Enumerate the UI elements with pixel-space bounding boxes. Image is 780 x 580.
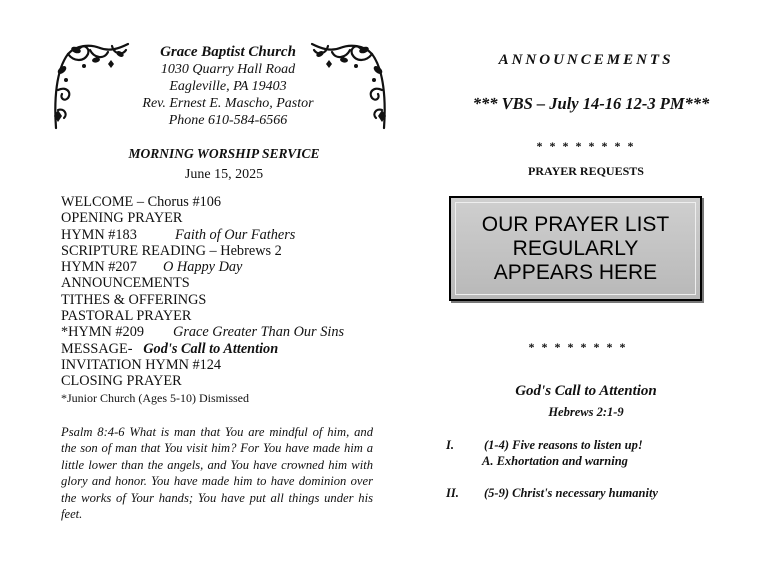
invitation-hymn-item: INVITATION HYMN #124 bbox=[61, 356, 222, 373]
outline-point: (5-9) Christ's necessary humanity bbox=[484, 486, 658, 500]
message-title: God's Call to Attention bbox=[143, 340, 279, 357]
star-divider: * * * * * * * * bbox=[536, 139, 636, 153]
church-name: Grace Baptist Church bbox=[160, 44, 296, 60]
pastoral-prayer-item: PASTORAL PRAYER bbox=[61, 308, 192, 325]
prayer-box-line: REGULARLY bbox=[512, 236, 639, 260]
prayer-box-line: OUR PRAYER LIST bbox=[481, 212, 670, 236]
order-of-service bbox=[61, 194, 391, 406]
hymn-183-item bbox=[61, 227, 391, 243]
welcome-item: WELCOME – Chorus #106 bbox=[61, 194, 222, 210]
opening-prayer-item: OPENING PRAYER bbox=[61, 210, 183, 227]
star-divider: * * * * * * * * bbox=[528, 340, 628, 354]
hymn-number: *HYMN #209 bbox=[61, 324, 145, 341]
hymn-title: Faith of Our Fathers bbox=[175, 226, 296, 243]
church-header bbox=[128, 44, 328, 129]
phone-number: Phone 610-584-6566 bbox=[168, 113, 288, 128]
message-label: MESSAGE- bbox=[61, 340, 133, 357]
service-date: June 15, 2025 bbox=[184, 167, 264, 182]
vbs-announcement: *** VBS – July 14-16 12-3 PM*** bbox=[472, 94, 710, 113]
hymn-title: Grace Greater Than Our Sins bbox=[173, 324, 345, 341]
announcements-item: ANNOUNCEMENTS bbox=[61, 275, 190, 292]
junior-church-note: *Junior Church (Ages 5-10) Dismissed bbox=[61, 390, 249, 405]
address-line-1: 1030 Quarry Hall Road bbox=[160, 62, 296, 77]
sermon-reference: Hebrews 2:1-9 bbox=[548, 405, 624, 419]
sermon-title: God's Call to Attention bbox=[515, 383, 657, 399]
hymn-number: HYMN #183 bbox=[61, 226, 137, 243]
scripture-reading-item: SCRIPTURE READING – Hebrews 2 bbox=[61, 242, 282, 259]
psalm-scripture: Psalm 8:4-6 What is man that You are mindful of him, and the son of man that You visit him? For You have made him a little lower than the angels, and You have crowned him with glory and honor. You have made him to have dominion over the works of Your hands; You have put all things under his feet. bbox=[61, 425, 373, 522]
pastor-name: Rev. Ernest E. Mascho, Pastor bbox=[142, 96, 314, 111]
closing-prayer-item: CLOSING PRAYER bbox=[61, 373, 182, 390]
hymn-207-item bbox=[61, 259, 391, 275]
hymn-209-item bbox=[61, 324, 391, 340]
announcements-heading: ANNOUNCEMENTS bbox=[498, 52, 674, 68]
address-line-2: Eagleville, PA 19403 bbox=[169, 79, 287, 94]
tithes-item: TITHES & OFFERINGS bbox=[61, 291, 207, 308]
left-floral-ornament-icon bbox=[50, 40, 132, 132]
outline-numeral: I. bbox=[446, 438, 454, 452]
hymn-title: O Happy Day bbox=[163, 259, 243, 276]
hymn-number: HYMN #207 bbox=[61, 259, 137, 276]
message-item bbox=[61, 341, 391, 357]
outline-numeral: II. bbox=[446, 486, 459, 500]
prayer-box-line: APPEARS HERE bbox=[493, 260, 658, 284]
prayer-requests-heading: PRAYER REQUESTS bbox=[528, 164, 644, 178]
outline-point: (1-4) Five reasons to listen up! bbox=[484, 438, 643, 452]
service-title: MORNING WORSHIP SERVICE bbox=[128, 146, 320, 161]
outline-subpoint: A. Exhortation and warning bbox=[482, 454, 628, 468]
prayer-list-box bbox=[449, 196, 702, 301]
